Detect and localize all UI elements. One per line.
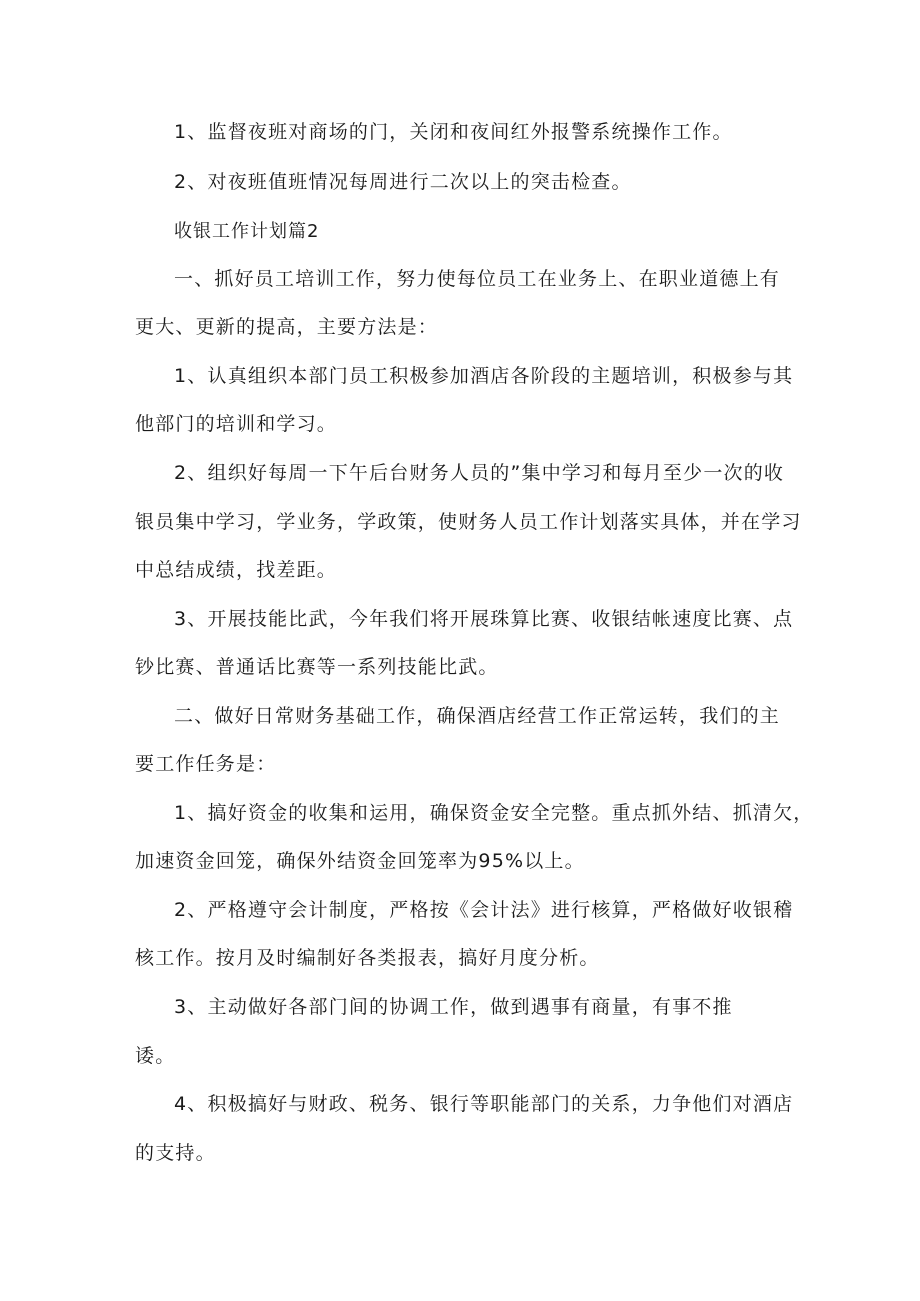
text-line: 钞比赛、普通话比赛等一系列技能比武。 xyxy=(135,656,499,678)
text-line: 更大、更新的提高，主要方法是： xyxy=(135,316,439,338)
text-line: 的支持。 xyxy=(135,1142,216,1164)
text-line: 3、开展技能比武，今年我们将开展珠算比赛、收银结帐速度比赛、点 xyxy=(174,608,794,630)
text-line: 2、组织好每周一下午后台财务人员的”集中学习和每月至少一次的收 xyxy=(174,462,785,484)
text-line: 他部门的培训和学习。 xyxy=(135,413,338,435)
text-line: 1、认真组织本部门员工积极参加酒店各阶段的主题培训，积极参与其 xyxy=(174,365,794,387)
text-line: 2、对夜班值班情况每周进行二次以上的突击检查。 xyxy=(174,171,632,193)
text-line: 诿。 xyxy=(135,1045,176,1067)
section-heading: 收银工作计划篇2 xyxy=(174,221,320,242)
text-line: 加速资金回笼，确保外结资金回笼率为95%以上。 xyxy=(135,850,585,872)
text-line: 1、监督夜班对商场的门，关闭和夜间红外报警系统操作工作。 xyxy=(174,121,733,143)
text-line: 一、抓好员工培训工作，努力使每位员工在业务上、在职业道德上有 xyxy=(174,268,781,290)
text-line: 二、做好日常财务基础工作，确保酒店经营工作正常运转，我们的主 xyxy=(174,705,781,727)
text-line: 4、积极搞好与财政、税务、银行等职能部门的关系，力争他们对酒店 xyxy=(174,1093,794,1115)
text-line: 中总结成绩，找差距。 xyxy=(135,559,338,581)
text-line: 核工作。按月及时编制好各类报表，搞好月度分析。 xyxy=(135,947,600,969)
text-line: 要工作任务是： xyxy=(135,753,277,775)
text-line: 银员集中学习，学业务，学政策，使财务人员工作计划落实具体，并在学习 xyxy=(135,511,802,533)
text-line: 1、搞好资金的收集和运用，确保资金安全完整。重点抓外结、抓清欠， xyxy=(174,802,814,824)
text-line: 2、严格遵守会计制度，严格按《会计法》进行核算，严格做好收银稽 xyxy=(174,899,794,921)
text-line: 3、主动做好各部门间的协调工作，做到遇事有商量，有事不推 xyxy=(174,996,733,1018)
